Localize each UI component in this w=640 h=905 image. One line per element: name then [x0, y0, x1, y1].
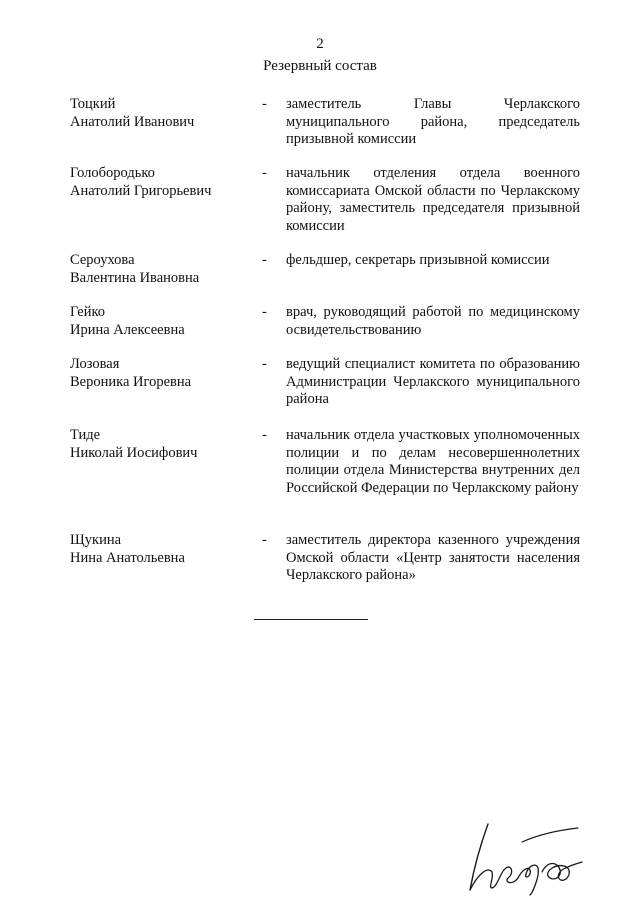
member-surname: Лозовая	[70, 356, 120, 372]
member-role: врач, руководящий работой по медицинскому освидетельствованию	[286, 304, 580, 338]
member-given-names: Анатолий Григорьевич	[70, 182, 212, 199]
member-role: ведущий специалист комитета по образованию Администрации Черлакского муниципального района	[286, 356, 580, 407]
member-name	[70, 427, 250, 462]
member-dash: -	[262, 252, 267, 268]
page-number: 2	[316, 36, 324, 52]
member-name	[70, 165, 250, 200]
member-role: фельдшер, секретарь призывной комиссии	[286, 252, 550, 268]
member-dash: -	[262, 427, 267, 443]
member-surname: Тоцкий	[70, 96, 116, 112]
member-given-names: Николай Иосифович	[70, 444, 198, 461]
member-given-names: Вероника Игоревна	[70, 373, 192, 390]
member-role: начальник отделения отдела военного комиссариата Омской области по Черлакскому району, заместитель председателя призывной комиссии	[286, 165, 580, 234]
member-surname: Тиде	[70, 427, 101, 443]
member-given-names: Анатолий Иванович	[70, 113, 195, 130]
member-dash: -	[262, 304, 267, 320]
member-dash: -	[262, 532, 267, 548]
member-name	[70, 356, 250, 391]
page-title: Резервный состав	[263, 58, 377, 74]
member-name	[70, 304, 250, 339]
member-surname: Щукина	[70, 532, 122, 548]
handwritten-signature	[466, 816, 586, 896]
member-role: заместитель директора казенного учреждения Омской области «Центр занятости населения Черлакского района»	[286, 532, 580, 583]
member-name	[70, 252, 250, 287]
member-name	[70, 96, 250, 131]
member-dash: -	[262, 356, 267, 372]
member-surname: Сероухова	[70, 252, 135, 268]
member-given-names: Валентина Ивановна	[70, 269, 200, 286]
member-dash: -	[262, 96, 267, 112]
member-role: заместитель Главы Черлакского муниципального района, председатель призывной комиссии	[286, 96, 580, 147]
member-dash: -	[262, 165, 267, 181]
member-surname: Голобородько	[70, 165, 155, 181]
member-role: начальник отдела участковых уполномоченных полиции и по делам несовершеннолетних полиции отдела Министерства внутренних дел Российской Федерации по Черлакскому району	[286, 427, 580, 496]
member-surname: Гейко	[70, 304, 106, 320]
member-given-names: Нина Анатольевна	[70, 549, 185, 566]
member-given-names: Ирина Алексеевна	[70, 321, 185, 338]
closing-rule	[254, 619, 368, 620]
member-name	[70, 532, 250, 567]
